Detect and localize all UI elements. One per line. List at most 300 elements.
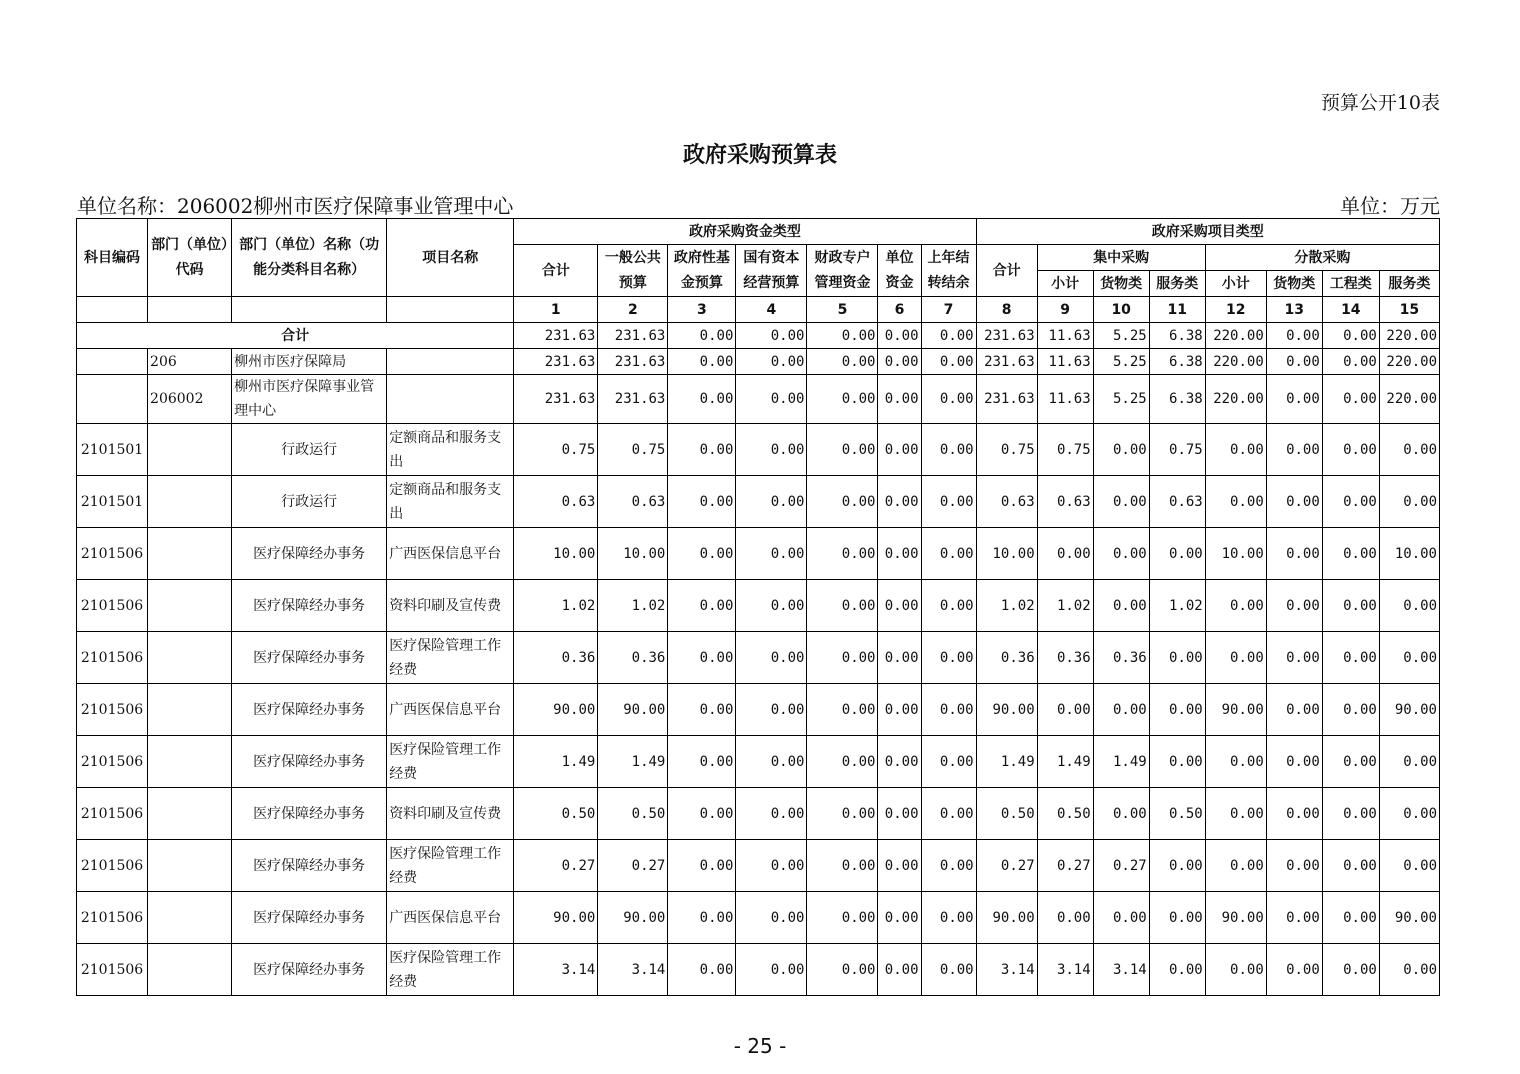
amount-cell: 0.00 [1322, 375, 1379, 424]
amount-cell: 0.00 [668, 944, 736, 996]
amount-cell: 0.00 [921, 632, 976, 684]
amount-cell: 231.63 [514, 349, 598, 375]
amount-cell: 0.00 [1037, 684, 1093, 736]
amount-cell: 10.00 [514, 528, 598, 580]
subject-code-cell: 2101506 [77, 944, 148, 996]
amount-cell: 0.00 [1266, 944, 1322, 996]
dept-name-cell: 医疗保障经办事务 [232, 632, 387, 684]
amount-cell: 1.02 [1149, 580, 1205, 632]
amount-cell: 231.63 [976, 349, 1037, 375]
column-number: 3 [668, 297, 736, 323]
amount-cell: 0.00 [921, 892, 976, 944]
project-name-cell: 资料印刷及宣传费 [387, 788, 514, 840]
amount-cell: 0.00 [878, 528, 921, 580]
amount-cell: 0.00 [1266, 528, 1322, 580]
amount-cell: 0.00 [668, 375, 736, 424]
amount-cell: 0.27 [598, 840, 668, 892]
amount-cell: 0.00 [807, 944, 878, 996]
dept-name-cell: 医疗保障经办事务 [232, 944, 387, 996]
header-service-2: 服务类 [1379, 271, 1439, 297]
column-number: 11 [1149, 297, 1205, 323]
subject-code-cell: 2101501 [77, 424, 148, 476]
amount-cell: 1.02 [1037, 580, 1093, 632]
project-name-cell: 医疗保险管理工作经费 [387, 840, 514, 892]
amount-cell: 0.00 [736, 892, 807, 944]
amount-cell: 0.00 [1205, 424, 1266, 476]
amount-cell: 0.36 [514, 632, 598, 684]
amount-cell: 231.63 [598, 375, 668, 424]
table-row [77, 349, 1440, 375]
amount-cell: 5.25 [1093, 349, 1149, 375]
amount-cell: 0.00 [807, 580, 878, 632]
header-subtotal-2: 小计 [1205, 271, 1266, 297]
amount-cell: 0.00 [921, 840, 976, 892]
dept-code-cell [148, 892, 232, 944]
amount-cell: 231.63 [976, 375, 1037, 424]
subject-code-cell [77, 375, 148, 424]
amount-cell: 0.00 [807, 349, 878, 375]
project-name-cell: 医疗保险管理工作经费 [387, 632, 514, 684]
amount-cell: 0.00 [1093, 580, 1149, 632]
amount-cell: 0.75 [1149, 424, 1205, 476]
amount-cell: 0.00 [1149, 892, 1205, 944]
amount-cell: 0.00 [1379, 424, 1439, 476]
amount-cell: 1.49 [1093, 736, 1149, 788]
amount-cell: 6.38 [1149, 375, 1205, 424]
dept-code-cell [148, 580, 232, 632]
amount-cell: 0.00 [668, 349, 736, 375]
total-label: 合计 [77, 323, 514, 349]
subject-code-cell [77, 349, 148, 375]
amount-cell: 0.27 [514, 840, 598, 892]
amount-cell: 0.00 [1266, 684, 1322, 736]
dept-code-cell [148, 476, 232, 528]
total-value: 220.00 [1205, 323, 1266, 349]
amount-cell: 0.00 [878, 684, 921, 736]
amount-cell: 0.00 [668, 580, 736, 632]
amount-cell: 0.50 [598, 788, 668, 840]
amount-cell: 0.00 [1205, 476, 1266, 528]
amount-cell: 3.14 [1037, 944, 1093, 996]
amount-cell: 0.00 [921, 944, 976, 996]
project-name-cell [387, 375, 514, 424]
amount-cell: 0.00 [1205, 788, 1266, 840]
amount-cell: 0.00 [1266, 788, 1322, 840]
amount-cell: 0.00 [1379, 944, 1439, 996]
dept-code-cell [148, 736, 232, 788]
dept-name-cell: 医疗保障经办事务 [232, 840, 387, 892]
project-name-cell: 广西医保信息平台 [387, 528, 514, 580]
header-total: 合计 [514, 245, 598, 297]
table-row [77, 476, 1440, 528]
amount-cell: 0.00 [668, 840, 736, 892]
amount-cell: 3.14 [1093, 944, 1149, 996]
header-dept-code: 部门（单位）代码 [148, 219, 232, 297]
total-value: 5.25 [1093, 323, 1149, 349]
amount-cell: 0.00 [1379, 736, 1439, 788]
amount-cell: 0.00 [807, 840, 878, 892]
amount-cell: 0.00 [878, 375, 921, 424]
table-row [77, 892, 1440, 944]
header-subtotal: 小计 [1037, 271, 1093, 297]
amount-cell: 0.00 [1149, 632, 1205, 684]
amount-cell: 0.00 [736, 375, 807, 424]
amount-cell: 0.75 [598, 424, 668, 476]
amount-cell: 0.00 [807, 736, 878, 788]
table-row [77, 375, 1440, 424]
amount-cell: 0.00 [1266, 736, 1322, 788]
amount-cell: 0.00 [921, 580, 976, 632]
procurement-budget-table [76, 218, 1440, 996]
amount-cell: 0.00 [1322, 892, 1379, 944]
amount-cell: 0.00 [921, 476, 976, 528]
header-service: 服务类 [1149, 271, 1205, 297]
amount-cell: 0.00 [1266, 892, 1322, 944]
amount-cell: 0.00 [736, 736, 807, 788]
amount-cell: 0.63 [514, 476, 598, 528]
amount-cell: 0.00 [1205, 840, 1266, 892]
amount-cell: 0.00 [878, 424, 921, 476]
amount-cell: 0.00 [921, 375, 976, 424]
amount-cell: 90.00 [976, 684, 1037, 736]
amount-cell: 0.00 [921, 684, 976, 736]
dept-code-cell [148, 632, 232, 684]
amount-cell: 0.27 [1093, 840, 1149, 892]
subject-code-cell: 2101506 [77, 580, 148, 632]
amount-cell: 0.00 [668, 684, 736, 736]
amount-cell: 90.00 [514, 892, 598, 944]
amount-cell: 0.00 [1322, 424, 1379, 476]
amount-cell: 0.00 [1149, 684, 1205, 736]
amount-cell: 0.00 [921, 736, 976, 788]
header-engineering: 工程类 [1322, 271, 1379, 297]
amount-cell: 0.00 [1266, 840, 1322, 892]
total-value: 231.63 [514, 323, 598, 349]
amount-cell: 0.50 [1037, 788, 1093, 840]
amount-cell: 0.00 [878, 349, 921, 375]
amount-cell: 0.00 [1322, 632, 1379, 684]
amount-cell: 0.00 [668, 476, 736, 528]
amount-cell: 1.49 [598, 736, 668, 788]
dept-name-cell: 柳州市医疗保障事业管理中心 [232, 375, 387, 424]
amount-cell: 0.00 [807, 476, 878, 528]
amount-cell: 0.27 [976, 840, 1037, 892]
dept-name-cell: 行政运行 [232, 476, 387, 528]
table-code: 预算公开10表 [1320, 92, 1440, 114]
amount-cell: 10.00 [1205, 528, 1266, 580]
table-row [77, 632, 1440, 684]
project-name-cell: 广西医保信息平台 [387, 892, 514, 944]
amount-cell: 0.75 [1037, 424, 1093, 476]
amount-cell: 0.00 [1205, 580, 1266, 632]
table-row [77, 944, 1440, 996]
amount-cell: 0.00 [878, 580, 921, 632]
header-subject-code: 科目编码 [77, 219, 148, 297]
amount-cell: 0.00 [1093, 424, 1149, 476]
amount-cell: 10.00 [1379, 528, 1439, 580]
amount-cell: 0.00 [807, 788, 878, 840]
amount-cell: 0.00 [736, 632, 807, 684]
header-goods: 货物类 [1093, 271, 1149, 297]
header-project-name: 项目名称 [387, 219, 514, 297]
amount-cell: 0.36 [598, 632, 668, 684]
dept-name-cell: 医疗保障经办事务 [232, 528, 387, 580]
column-number: 6 [878, 297, 921, 323]
amount-cell: 10.00 [598, 528, 668, 580]
amount-cell: 0.00 [1322, 476, 1379, 528]
unit-name: 单位名称：206002柳州市医疗保障事业管理中心 [77, 194, 514, 218]
total-value: 0.00 [1266, 323, 1322, 349]
amount-cell: 0.00 [1205, 736, 1266, 788]
header-total-2: 合计 [976, 245, 1037, 297]
amount-cell: 3.14 [598, 944, 668, 996]
total-value: 11.63 [1037, 323, 1093, 349]
subject-code-cell: 2101506 [77, 788, 148, 840]
project-name-cell: 医疗保险管理工作经费 [387, 944, 514, 996]
amount-cell: 0.00 [1093, 892, 1149, 944]
subject-code-cell: 2101506 [77, 632, 148, 684]
total-value: 231.63 [976, 323, 1037, 349]
amount-cell: 0.00 [1266, 375, 1322, 424]
amount-cell: 90.00 [598, 684, 668, 736]
header-fund-type: 政府采购资金类型 [514, 219, 976, 245]
dept-code-cell [148, 944, 232, 996]
amount-cell: 0.00 [878, 788, 921, 840]
project-name-cell [387, 349, 514, 375]
page-number: - 25 - [733, 1034, 787, 1058]
table-row [77, 840, 1440, 892]
amount-cell: 0.50 [1149, 788, 1205, 840]
amount-cell: 90.00 [1205, 892, 1266, 944]
total-value: 0.00 [878, 323, 921, 349]
dept-name-cell: 柳州市医疗保障局 [232, 349, 387, 375]
amount-cell: 0.63 [976, 476, 1037, 528]
total-value: 0.00 [668, 323, 736, 349]
amount-cell: 0.00 [1379, 476, 1439, 528]
header-dispersed: 分散采购 [1205, 245, 1439, 271]
project-name-cell: 医疗保险管理工作经费 [387, 736, 514, 788]
dept-code-cell: 206 [148, 349, 232, 375]
amount-cell: 0.00 [878, 840, 921, 892]
amount-cell: 220.00 [1205, 375, 1266, 424]
amount-cell: 0.00 [736, 476, 807, 528]
amount-cell: 90.00 [976, 892, 1037, 944]
amount-cell: 1.02 [514, 580, 598, 632]
amount-cell: 1.02 [976, 580, 1037, 632]
amount-cell: 0.00 [668, 736, 736, 788]
amount-cell: 0.00 [807, 528, 878, 580]
amount-cell: 0.27 [1037, 840, 1093, 892]
dept-name-cell: 医疗保障经办事务 [232, 580, 387, 632]
amount-cell: 0.36 [1093, 632, 1149, 684]
amount-cell: 0.00 [807, 892, 878, 944]
amount-cell: 0.00 [736, 788, 807, 840]
dept-code-cell [148, 684, 232, 736]
amount-cell: 6.38 [1149, 349, 1205, 375]
amount-cell: 0.00 [1266, 349, 1322, 375]
amount-cell: 0.36 [976, 632, 1037, 684]
amount-cell: 0.00 [1149, 944, 1205, 996]
amount-cell: 90.00 [514, 684, 598, 736]
amount-cell: 0.00 [921, 788, 976, 840]
table-row [77, 736, 1440, 788]
amount-cell: 0.00 [807, 684, 878, 736]
amount-cell: 0.00 [736, 528, 807, 580]
column-number: 4 [736, 297, 807, 323]
column-number: 2 [598, 297, 668, 323]
amount-cell: 0.00 [668, 424, 736, 476]
amount-cell: 0.63 [1149, 476, 1205, 528]
amount-cell: 0.00 [1322, 788, 1379, 840]
dept-name-cell: 医疗保障经办事务 [232, 892, 387, 944]
amount-cell: 0.00 [1322, 684, 1379, 736]
project-name-cell: 定额商品和服务支出 [387, 476, 514, 528]
amount-cell: 0.00 [1379, 580, 1439, 632]
subject-code-cell: 2101506 [77, 684, 148, 736]
amount-cell: 0.36 [1037, 632, 1093, 684]
amount-cell: 0.00 [1266, 476, 1322, 528]
amount-cell: 0.00 [1322, 736, 1379, 788]
table-row [77, 788, 1440, 840]
amount-cell: 0.00 [1266, 424, 1322, 476]
subject-code-cell: 2101506 [77, 892, 148, 944]
dept-name-cell: 医疗保障经办事务 [232, 736, 387, 788]
amount-cell: 0.63 [598, 476, 668, 528]
amount-cell: 0.00 [736, 684, 807, 736]
unit-label: 单位：万元 [1340, 194, 1440, 218]
subject-code-cell: 2101506 [77, 736, 148, 788]
amount-cell: 0.00 [1379, 840, 1439, 892]
subject-code-cell: 2101501 [77, 476, 148, 528]
dept-code-cell [148, 424, 232, 476]
amount-cell: 0.00 [1149, 736, 1205, 788]
column-number: 1 [514, 297, 598, 323]
subject-code-cell: 2101506 [77, 840, 148, 892]
amount-cell: 0.00 [1149, 840, 1205, 892]
dept-code-cell [148, 840, 232, 892]
dept-code-cell [148, 528, 232, 580]
amount-cell: 0.00 [1205, 632, 1266, 684]
header-general-budget: 一般公共预算 [598, 245, 668, 297]
amount-cell: 0.00 [1093, 788, 1149, 840]
total-value: 220.00 [1379, 323, 1439, 349]
dept-name-cell: 医疗保障经办事务 [232, 684, 387, 736]
amount-cell: 0.00 [668, 632, 736, 684]
total-value: 0.00 [921, 323, 976, 349]
amount-cell: 0.00 [807, 375, 878, 424]
dept-name-cell: 医疗保障经办事务 [232, 788, 387, 840]
amount-cell: 0.00 [668, 892, 736, 944]
total-value: 6.38 [1149, 323, 1205, 349]
column-number: 9 [1037, 297, 1093, 323]
amount-cell: 0.00 [878, 632, 921, 684]
column-number: 8 [976, 297, 1037, 323]
header-project-type: 政府采购项目类型 [976, 219, 1439, 245]
amount-cell: 0.63 [1037, 476, 1093, 528]
total-value: 0.00 [807, 323, 878, 349]
page-title: 政府采购预算表 [682, 143, 837, 168]
amount-cell: 0.00 [1266, 632, 1322, 684]
amount-cell: 0.00 [878, 892, 921, 944]
amount-cell: 0.00 [668, 528, 736, 580]
amount-cell: 0.00 [1266, 580, 1322, 632]
table-row [77, 424, 1440, 476]
amount-cell: 0.00 [1379, 788, 1439, 840]
header-goods-2: 货物类 [1266, 271, 1322, 297]
amount-cell: 0.00 [736, 840, 807, 892]
amount-cell: 0.00 [1322, 580, 1379, 632]
amount-cell: 0.00 [736, 349, 807, 375]
header-central: 集中采购 [1037, 245, 1205, 271]
column-number: 7 [921, 297, 976, 323]
table-row [77, 528, 1440, 580]
amount-cell: 11.63 [1037, 375, 1093, 424]
amount-cell: 220.00 [1379, 375, 1439, 424]
amount-cell: 0.00 [921, 528, 976, 580]
amount-cell: 1.02 [598, 580, 668, 632]
amount-cell: 220.00 [1379, 349, 1439, 375]
column-number: 14 [1322, 297, 1379, 323]
amount-cell: 3.14 [976, 944, 1037, 996]
amount-cell: 90.00 [1379, 684, 1439, 736]
amount-cell: 0.00 [921, 424, 976, 476]
amount-cell: 231.63 [598, 349, 668, 375]
total-value: 231.63 [598, 323, 668, 349]
amount-cell: 0.00 [736, 424, 807, 476]
amount-cell: 0.00 [1322, 349, 1379, 375]
total-value: 0.00 [1322, 323, 1379, 349]
amount-cell: 90.00 [1379, 892, 1439, 944]
amount-cell: 0.50 [976, 788, 1037, 840]
header-state-capital: 国有资本经营预算 [736, 245, 807, 297]
amount-cell: 0.00 [1379, 632, 1439, 684]
amount-cell: 0.00 [878, 736, 921, 788]
amount-cell: 0.00 [1037, 528, 1093, 580]
amount-cell: 0.00 [1205, 944, 1266, 996]
amount-cell: 0.00 [1093, 476, 1149, 528]
amount-cell: 0.00 [1093, 528, 1149, 580]
amount-cell: 0.00 [1093, 684, 1149, 736]
amount-cell: 0.00 [878, 944, 921, 996]
amount-cell: 0.00 [1322, 944, 1379, 996]
total-row [77, 323, 1440, 349]
amount-cell: 0.00 [1322, 528, 1379, 580]
amount-cell: 0.00 [736, 580, 807, 632]
table-row [77, 580, 1440, 632]
subject-code-cell: 2101506 [77, 528, 148, 580]
amount-cell: 0.75 [976, 424, 1037, 476]
header-dept-name: 部门（单位）名称（功能分类科目名称） [232, 219, 387, 297]
amount-cell: 0.00 [1322, 840, 1379, 892]
dept-name-cell: 行政运行 [232, 424, 387, 476]
amount-cell: 1.49 [1037, 736, 1093, 788]
column-number: 10 [1093, 297, 1149, 323]
column-number: 13 [1266, 297, 1322, 323]
amount-cell: 0.50 [514, 788, 598, 840]
amount-cell: 0.00 [1149, 528, 1205, 580]
header-gov-fund: 政府性基金预算 [668, 245, 736, 297]
amount-cell: 0.00 [807, 632, 878, 684]
amount-cell: 231.63 [514, 375, 598, 424]
amount-cell: 220.00 [1205, 349, 1266, 375]
amount-cell: 0.00 [1037, 892, 1093, 944]
column-number: 15 [1379, 297, 1439, 323]
header-carryover: 上年结转结余 [921, 245, 976, 297]
amount-cell: 0.00 [807, 424, 878, 476]
amount-cell: 5.25 [1093, 375, 1149, 424]
column-number: 12 [1205, 297, 1266, 323]
project-name-cell: 定额商品和服务支出 [387, 424, 514, 476]
